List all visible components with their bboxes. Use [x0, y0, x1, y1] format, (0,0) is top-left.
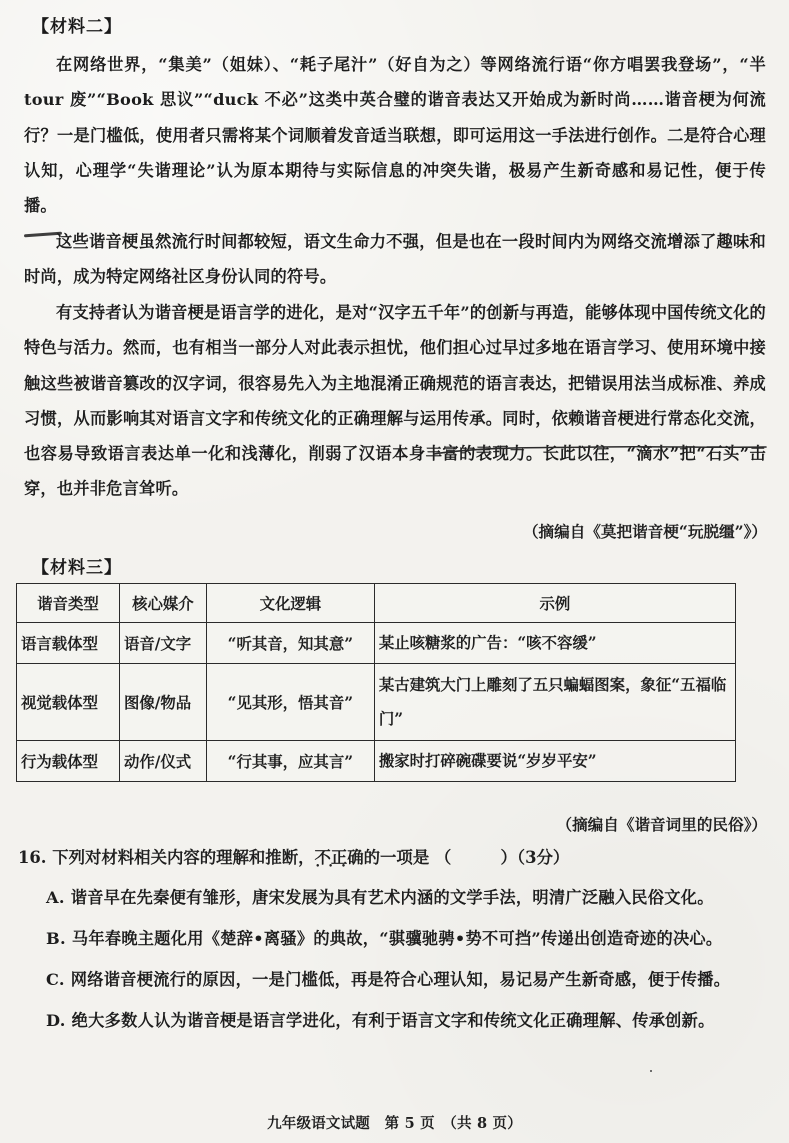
question-16-emphasis: 不正确 • • • [314, 844, 363, 868]
material3-heading: 【材料三】 [32, 558, 122, 578]
table-cell: 图像/物品 [119, 664, 206, 741]
table-row [17, 741, 736, 782]
material2-heading: 【材料二】 [32, 17, 122, 37]
material2-paragraph-1: 在网络世界，“集美”（姐妹）、“耗子尾汁”（好自为之）等网络流行语“你方唱罢我登场”，“半 tour 废”“Book 思议”“duck 不必”这类中英合璧的谐音表达又开始成为新时尚……谐音梗为何流行？一是门槛低，使用者只需将某个词顺着发音适当联想，即可运用这一手法进行创作。二是符合心理认知，心理学“失谐理论”认为原本期待与实际信息的冲突失谐，极易产生新奇感和易记性，便于传播。 [24, 55, 766, 216]
question-16-stem [18, 844, 569, 868]
table-header-row [17, 584, 736, 623]
option-a: A. 谐音早在先秦便有雏形，唐宋发展为具有艺术内涵的文学手法，明清广泛融入民俗文化。 [46, 888, 714, 907]
material3-source: （摘编自《谐音词里的民俗》） [556, 815, 767, 834]
table-cell: “听其音，知其意” [206, 623, 374, 664]
table-header-cell: 核心媒介 [119, 584, 206, 623]
table-header-cell: 示例 [374, 584, 735, 623]
material2-paragraph-3: 有支持者认为谐音梗是语言学的进化，是对“汉字五千年”的创新与再造，能够体现中国传统文化的特色与活力。然而，也有相当一部分人对此表示担忧，他们担心过早过多地在语言学习、使用环境中接触这些被谐音篡改的汉字词，很容易先入为主地混淆正确规范的语言表达，把错误用法当成标准、养成习惯，从而影响其对语言文字和传统文化的正确理解与运用传承。同时，依赖谐音梗进行常态化交流，也容易导致语言表达单一化和浅薄化，削弱了汉语本身丰富的表现力。长此以往，“滴水”把“石头”击穿，也并非危言耸听。 [24, 303, 766, 499]
table-cell: “见其形，悟其音” [206, 664, 374, 741]
option-c: C. 网络谐音梗流行的原因，一是门槛低，再是符合心理认知，易记易产生新奇感，便于传播。 [46, 970, 731, 989]
table-cell: “行其事，应其言” [206, 741, 374, 782]
table-cell: 行为载体型 [17, 741, 120, 782]
table-cell: 动作/仪式 [119, 741, 206, 782]
homophone-types-table [16, 583, 736, 782]
table-cell: 语音/文字 [119, 623, 206, 664]
table-header-cell: 文化逻辑 [206, 584, 374, 623]
paper-speck [650, 1070, 652, 1072]
table-cell: 某古建筑大门上雕刻了五只蝙蝠图案，象征“五福临门” [374, 664, 735, 741]
material2-paragraph-2: 这些谐音梗虽然流行时间都较短，语文生命力不强，但是也在一段时间内为网络交流增添了趣味和时尚，成为特定网络社区身份认同的符号。 [24, 232, 766, 287]
table-row [17, 664, 736, 741]
material2-source: （摘编自《莫把谐音梗“玩脱缰”》） [522, 522, 767, 541]
table-cell: 某止咳糖浆的广告：“咳不容缓” [374, 623, 735, 664]
table-cell: 视觉载体型 [17, 664, 120, 741]
question-16-suffix: 的一项是 （ ）（3分） [363, 848, 570, 867]
table-cell: 语言载体型 [17, 623, 120, 664]
table-cell: 搬家时打碎碗碟要说“岁岁平安” [374, 741, 735, 782]
option-b: B. 马年春晚主题化用《楚辞•离骚》的典故，“骐骥驰骋•势不可挡”传递出创造奇迹的决心。 [46, 929, 723, 948]
question-16-prefix: 16. 下列对材料相关内容的理解和推断， [18, 848, 315, 867]
option-d: D. 绝大多数人认为谐音梗是语言学进化，有利于语言文字和传统文化正确理解、传承创新。 [46, 1011, 715, 1030]
page-footer: 九年级语文试题 第 5 页 （共 8 页） [267, 1115, 522, 1132]
table-row [17, 623, 736, 664]
table-header-cell: 谐音类型 [17, 584, 120, 623]
